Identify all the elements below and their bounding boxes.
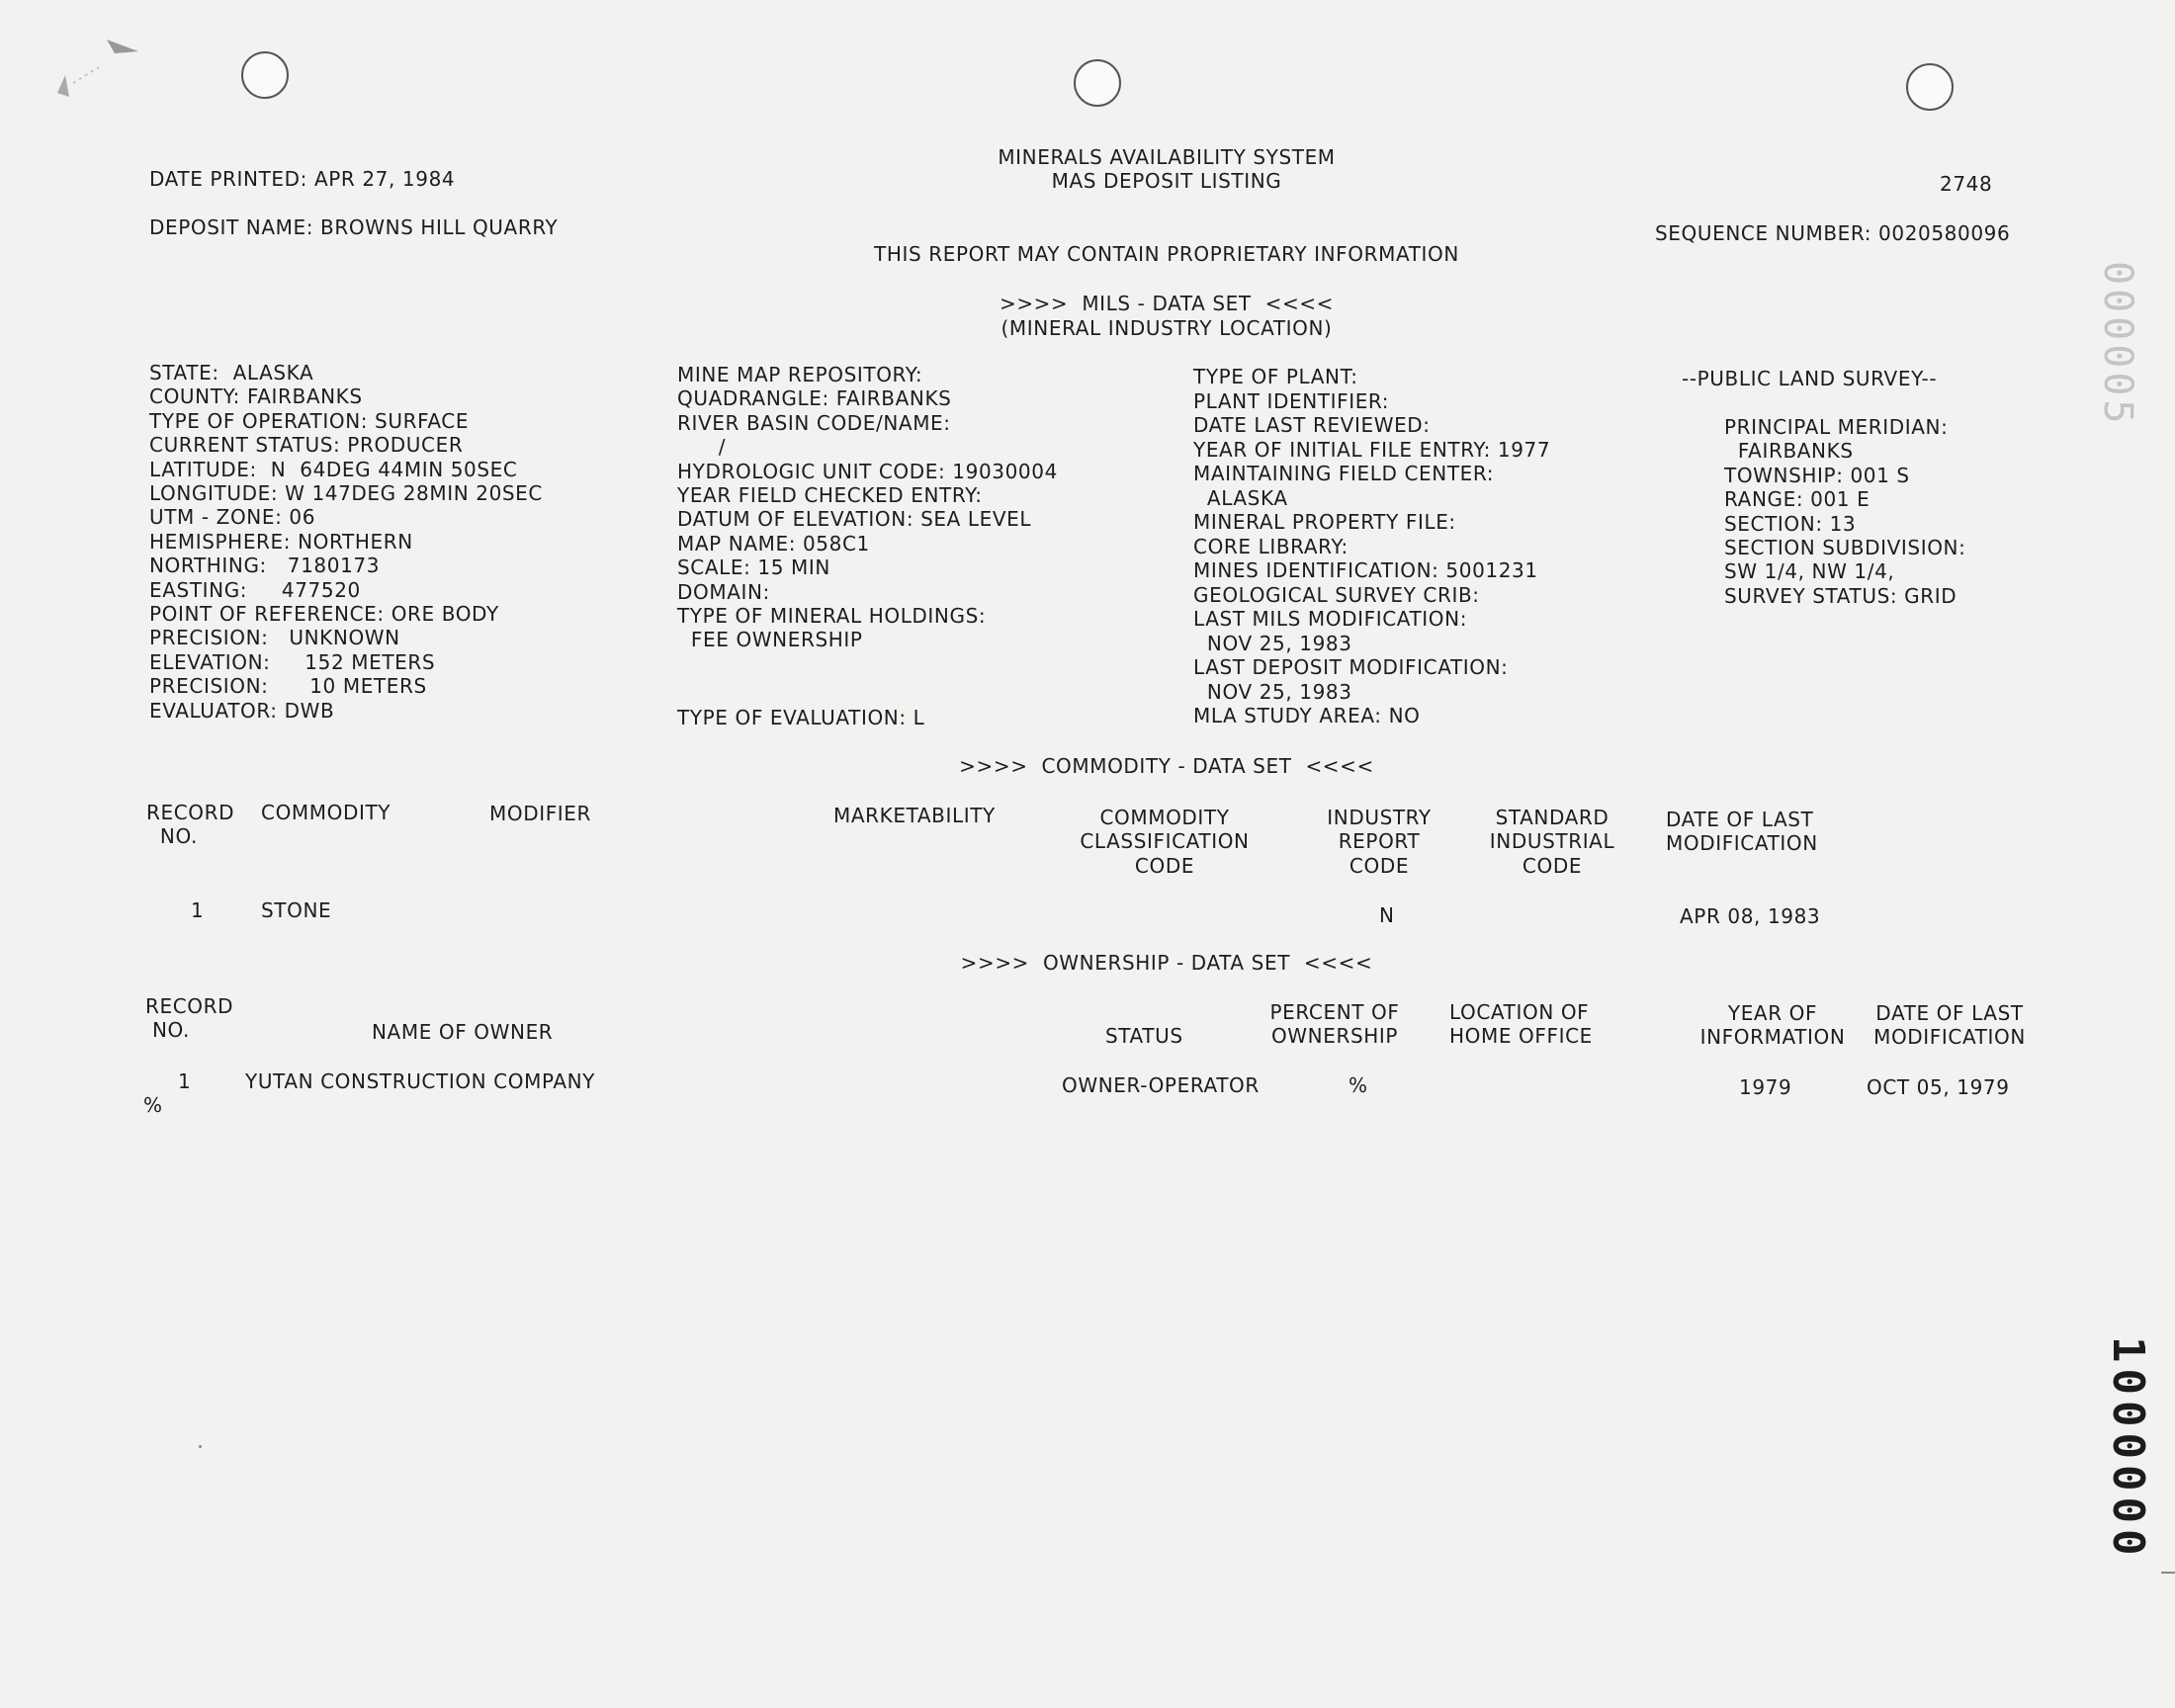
mils-location-line: PRECISION: UNKNOWN [149, 626, 400, 650]
mils-plant-line: NOV 25, 1983 [1193, 679, 1352, 704]
deposit-name: DEPOSIT NAME: BROWNS HILL QUARRY [149, 215, 559, 239]
public-land-survey-line: SURVEY STATUS: GRID [1724, 583, 1958, 608]
ownership-col-record: RECORD NO. [145, 994, 234, 1043]
mils-location-line: LATITUDE: N 64DEG 44MIN 50SEC [149, 457, 518, 481]
ownership-col-status: STATUS [1105, 1024, 1183, 1048]
bottom-right-stamp: 1000000 [2103, 1336, 2153, 1562]
public-land-survey-line: SW 1/4, NW 1/4, [1724, 559, 1895, 584]
mils-plant-line: ALASKA [1193, 485, 1288, 510]
mils-location-line: ELEVATION: 152 METERS [149, 649, 436, 674]
corner-mark-icon [40, 24, 138, 103]
mils-plant-line: PLANT IDENTIFIER: [1193, 388, 1390, 413]
mils-location-line: LONGITUDE: W 147DEG 28MIN 20SEC [149, 481, 543, 505]
punch-hole-center [1074, 59, 1121, 107]
mils-location-line: COUNTY: FAIRBANKS [149, 384, 363, 409]
mils-plant-line: DATE LAST REVIEWED: [1193, 413, 1431, 437]
commodity-row-date: APR 08, 1983 [1680, 904, 1821, 928]
commodity-heading: >>>> COMMODITY - DATA SET <<<< [959, 754, 1374, 778]
commodity-row-industry-code: N [1379, 903, 1395, 927]
commodity-col-sic: STANDARD INDUSTRIAL CODE [1489, 806, 1615, 878]
mils-location-line: NORTHING: 7180173 [149, 554, 381, 578]
ownership-col-name: NAME OF OWNER [372, 1020, 554, 1044]
commodity-col-record: RECORD NO. [146, 801, 235, 849]
public-land-survey-line: TOWNSHIP: 001 S [1724, 463, 1910, 487]
public-land-survey-line: SECTION: 13 [1724, 511, 1857, 536]
ownership-row-date: OCT 05, 1979 [1867, 1075, 2010, 1099]
mils-heading: >>>> MILS - DATA SET <<<< [999, 292, 1335, 315]
mils-map-line: RIVER BASIN CODE/NAME: [677, 410, 951, 435]
mils-map-line: HYDROLOGIC UNIT CODE: 19030004 [677, 459, 1058, 483]
ownership-row-year: 1979 [1739, 1075, 1792, 1099]
public-land-survey-line: SECTION SUBDIVISION: [1724, 536, 1966, 559]
public-land-survey-heading: --PUBLIC LAND SURVEY-- [1682, 367, 1938, 390]
sequence-number: SEQUENCE NUMBER: 0020580096 [1655, 221, 2011, 245]
mils-map-line: FEE OWNERSHIP [677, 628, 863, 652]
mils-plant-line: MINERAL PROPERTY FILE: [1193, 510, 1456, 534]
mils-map-line: DATUM OF ELEVATION: SEA LEVEL [677, 507, 1032, 532]
commodity-col-industry: INDUSTRY REPORT CODE [1327, 806, 1432, 878]
mils-map-line: SCALE: 15 MIN [677, 555, 830, 580]
commodity-row-commodity: STONE [261, 898, 332, 922]
mils-location-line: UTM - ZONE: 06 [149, 505, 316, 530]
type-of-evaluation: TYPE OF EVALUATION: L [677, 706, 925, 729]
mils-map-line: TYPE OF MINERAL HOLDINGS: [677, 604, 987, 628]
mils-plant-line: MINES IDENTIFICATION: 5001231 [1193, 558, 1538, 582]
punch-hole-right [1906, 63, 1954, 111]
commodity-col-date: DATE OF LAST MODIFICATION [1666, 808, 1818, 856]
system-title: MINERALS AVAILABILITY SYSTEM [998, 145, 1336, 169]
mils-plant-line: MLA STUDY AREA: NO [1193, 704, 1421, 727]
mils-location-line: EASTING: 477520 [149, 577, 361, 602]
mils-location-line: STATE: ALASKA [149, 361, 314, 384]
mils-plant-line: LAST DEPOSIT MODIFICATION: [1193, 655, 1509, 679]
small-dot [199, 1445, 202, 1448]
mils-map-line: QUADRANGLE: FAIRBANKS [677, 386, 952, 411]
proprietary-notice: THIS REPORT MAY CONTAIN PROPRIETARY INFORMATION [874, 242, 1459, 266]
commodity-col-marketability: MARKETABILITY [833, 804, 996, 827]
mils-plant-line: YEAR OF INITIAL FILE ENTRY: 1977 [1193, 437, 1551, 462]
ownership-trailing-percent: % [143, 1093, 163, 1117]
mils-plant-line: MAINTAINING FIELD CENTER: [1193, 462, 1495, 485]
mils-location-line: CURRENT STATUS: PRODUCER [149, 433, 464, 458]
public-land-survey-line: FAIRBANKS [1724, 439, 1854, 464]
punch-hole-left [241, 51, 289, 99]
commodity-col-modifier: MODIFIER [489, 802, 592, 825]
mils-plant-line: TYPE OF PLANT: [1193, 365, 1358, 388]
ownership-col-percent: PERCENT OF OWNERSHIP [1269, 1000, 1400, 1049]
ownership-row-record: 1 [178, 1069, 192, 1093]
ownership-row-name: YUTAN CONSTRUCTION COMPANY [245, 1069, 595, 1093]
mils-plant-line: CORE LIBRARY: [1193, 534, 1348, 558]
mils-map-line: YEAR FIELD CHECKED ENTRY: [677, 483, 983, 507]
date-printed: DATE PRINTED: APR 27, 1984 [149, 167, 456, 191]
mils-location-line: EVALUATOR: DWB [149, 698, 335, 723]
mils-subheading: (MINERAL INDUSTRY LOCATION) [1000, 316, 1333, 340]
ownership-col-year: YEAR OF INFORMATION [1699, 1001, 1846, 1050]
ownership-row-percent: % [1348, 1073, 1368, 1097]
ownership-row-status: OWNER-OPERATOR [1062, 1073, 1260, 1097]
public-land-survey-line: PRINCIPAL MERIDIAN: [1724, 415, 1949, 439]
mils-map-line: MAP NAME: 058C1 [677, 531, 870, 555]
right-edge-line [2161, 1572, 2175, 1574]
ownership-col-location: LOCATION OF HOME OFFICE [1449, 1000, 1593, 1049]
commodity-row-record: 1 [191, 898, 205, 922]
mils-map-line: / [677, 435, 727, 460]
mils-location-line: HEMISPHERE: NORTHERN [149, 529, 413, 554]
page-number: 2748 [1940, 172, 1993, 196]
commodity-col-commodity: COMMODITY [261, 801, 392, 824]
mils-map-line: DOMAIN: [677, 579, 770, 604]
mils-plant-line: GEOLOGICAL SURVEY CRIB: [1193, 582, 1480, 607]
ownership-heading: >>>> OWNERSHIP - DATA SET <<<< [960, 951, 1373, 975]
listing-title: MAS DEPOSIT LISTING [1051, 169, 1282, 193]
mils-location-line: TYPE OF OPERATION: SURFACE [149, 408, 470, 433]
mils-plant-line: LAST MILS MODIFICATION: [1193, 607, 1468, 631]
top-right-stamp: 000005 [2095, 261, 2140, 428]
mils-plant-line: NOV 25, 1983 [1193, 631, 1352, 655]
mils-map-line: MINE MAP REPOSITORY: [677, 363, 923, 386]
commodity-col-classification: COMMODITY CLASSIFICATION CODE [1080, 806, 1250, 878]
mils-location-line: PRECISION: 10 METERS [149, 674, 427, 699]
ownership-col-date: DATE OF LAST MODIFICATION [1873, 1001, 2026, 1050]
mils-location-line: POINT OF REFERENCE: ORE BODY [149, 602, 499, 626]
public-land-survey-line: RANGE: 001 E [1724, 487, 1870, 512]
